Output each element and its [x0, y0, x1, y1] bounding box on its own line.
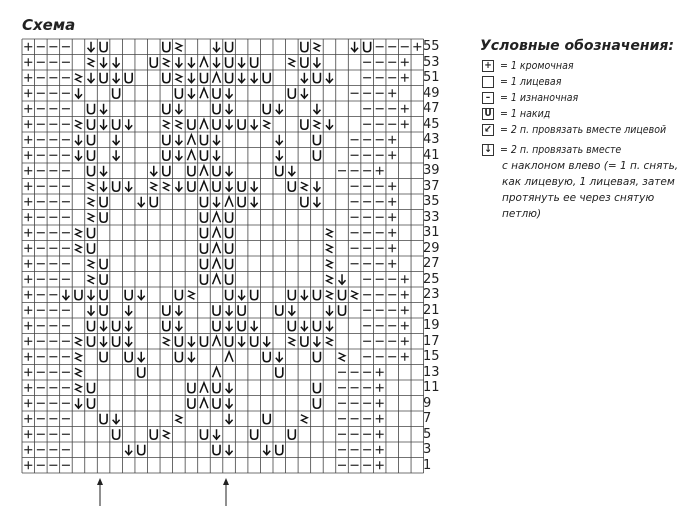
yarn-over-mark: [88, 150, 95, 160]
row-number: 35: [423, 194, 440, 209]
yarn-over-mark: [213, 166, 220, 176]
k2tog-mark: [288, 58, 295, 67]
k2tog-mark: [326, 229, 333, 238]
yarn-over-mark: [213, 398, 220, 408]
yarn-over-mark: [200, 429, 207, 439]
k2tog-mark: [75, 337, 82, 346]
yarn-over-mark: [163, 73, 170, 83]
row-number: 53: [423, 54, 440, 70]
legend-label: = 1 накид: [500, 108, 551, 120]
decrease-mark: [213, 212, 221, 222]
yarn-over-mark: [226, 42, 233, 52]
yarn-over-mark: [226, 228, 233, 238]
decrease-mark: [200, 88, 208, 98]
yarn-over-mark: [200, 228, 207, 238]
yarn-over-mark: [200, 212, 207, 222]
k2tog-mark: [88, 198, 95, 207]
yarn-over-mark: [301, 336, 308, 346]
yarn-over-mark: [100, 212, 107, 222]
yarn-over-mark: [188, 398, 195, 408]
yarn-over-mark: [313, 352, 320, 362]
row-number: 19: [423, 318, 440, 333]
yarn-over-mark: [113, 88, 120, 98]
yarn-over-mark: [213, 104, 220, 114]
yarn-over-mark: [226, 212, 233, 222]
k2tog-mark: [263, 120, 270, 129]
yarn-over-mark: [88, 166, 95, 176]
k2tog-mark: [326, 337, 333, 346]
legend-label: = 1 лицевая: [500, 76, 562, 88]
yarn-over-mark: [113, 181, 120, 191]
decrease-mark: [225, 352, 233, 362]
decrease-mark: [187, 135, 195, 145]
yarn-over-mark: [301, 42, 308, 52]
yarn-over-mark: [313, 73, 320, 83]
yarn-over-mark: [88, 119, 95, 129]
yarn-over-mark: [138, 445, 145, 455]
row-number: 37: [423, 178, 440, 194]
yarn-over-mark: [88, 228, 95, 238]
row-number: 31: [423, 225, 440, 240]
decrease-mark: [213, 336, 221, 346]
k2tog-mark: [88, 260, 95, 269]
yarn-over-mark: [213, 321, 220, 331]
yarn-over-mark: [113, 119, 120, 129]
yarn-over-mark: [100, 73, 107, 83]
yarn-over-mark: [263, 73, 270, 83]
yarn-over-mark: [263, 104, 270, 114]
row-number: 49: [423, 85, 440, 101]
k2tog-mark: [150, 182, 157, 191]
yarn-over-mark: [200, 73, 207, 83]
yarn-over-mark: [226, 259, 233, 269]
k2tog-icon: ↙: [482, 124, 494, 136]
row-number: 21: [423, 302, 440, 318]
row-number: 51: [423, 70, 440, 85]
yarn-over-mark: [301, 197, 308, 207]
decrease-mark: [200, 119, 208, 129]
yarn-over-mark: [226, 243, 233, 253]
k2tog-mark: [175, 74, 182, 83]
yarn-over-mark: [213, 88, 220, 98]
yarn-over-mark: [213, 445, 220, 455]
yarn-over-mark: [113, 429, 120, 439]
yarn-over-mark: [200, 336, 207, 346]
yarn-over-mark: [163, 104, 170, 114]
k2tog-mark: [301, 415, 308, 424]
k2tog-mark: [288, 337, 295, 346]
k2tog-mark: [339, 353, 346, 362]
yarn-over-mark: [163, 321, 170, 331]
yarn-over-mark: [251, 429, 258, 439]
k2tog-mark: [75, 353, 82, 362]
decrease-mark: [213, 274, 221, 284]
k2tog-mark: [301, 182, 308, 191]
yarn-over-mark: [226, 73, 233, 83]
yarn-over-mark: [276, 305, 283, 315]
yarn-over-mark: [339, 290, 346, 300]
legend-label: = 1 кромочная: [500, 60, 574, 72]
row-number: 55: [423, 39, 440, 54]
yarn-over-mark: [226, 336, 233, 346]
legend-item-ssk: [482, 142, 621, 158]
k2tog-mark: [163, 337, 170, 346]
decrease-mark: [200, 181, 208, 191]
arrow-up-icon: [220, 478, 232, 508]
legend-item-yarn-over: [482, 106, 550, 122]
yarn-over-mark: [288, 429, 295, 439]
yarn-over-icon: U: [482, 108, 494, 120]
yarn-over-mark: [313, 398, 320, 408]
legend-item-k2tog: [482, 122, 666, 138]
yarn-over-mark: [301, 57, 308, 67]
yarn-over-mark: [100, 352, 107, 362]
yarn-over-mark: [188, 383, 195, 393]
decrease-mark: [200, 383, 208, 393]
row-number: 5: [423, 426, 432, 442]
yarn-over-mark: [150, 429, 157, 439]
row-number: 43: [423, 132, 440, 147]
dash-icon: –: [482, 92, 494, 104]
yarn-over-mark: [75, 290, 82, 300]
yarn-over-mark: [313, 321, 320, 331]
yarn-over-mark: [88, 336, 95, 346]
yarn-over-mark: [238, 197, 245, 207]
yarn-over-mark: [238, 321, 245, 331]
k2tog-mark: [175, 415, 182, 424]
yarn-over-mark: [226, 290, 233, 300]
yarn-over-mark: [364, 42, 371, 52]
yarn-over-mark: [276, 367, 283, 377]
yarn-over-mark: [213, 181, 220, 191]
k2tog-mark: [163, 120, 170, 129]
row-number: 41: [423, 147, 440, 163]
decrease-mark: [200, 57, 208, 67]
yarn-over-mark: [251, 57, 258, 67]
decrease-mark: [213, 228, 221, 238]
yarn-over-mark: [276, 166, 283, 176]
yarn-over-mark: [100, 305, 107, 315]
legend-note: с наклоном влево (= 1 п. снять, как лицевую, 1 лицевая, затем протянуть ее через снятую петлю): [502, 160, 679, 220]
k2tog-mark: [163, 58, 170, 67]
yarn-over-mark: [163, 305, 170, 315]
k2tog-mark: [88, 213, 95, 222]
yarn-over-mark: [263, 352, 270, 362]
legend-label: = 2 п. провязать вместе лицевой: [500, 124, 667, 136]
row-number: 9: [423, 395, 432, 411]
yarn-over-mark: [175, 290, 182, 300]
yarn-over-mark: [276, 445, 283, 455]
yarn-over-mark: [100, 197, 107, 207]
ssk-arrow-icon: ↓: [482, 144, 494, 156]
arrow-up-icon: [94, 478, 106, 508]
decrease-mark: [225, 197, 233, 207]
yarn-over-mark: [251, 336, 258, 346]
yarn-over-mark: [88, 321, 95, 331]
k2tog-mark: [326, 275, 333, 284]
yarn-over-mark: [188, 166, 195, 176]
empty-square-icon: [482, 76, 494, 88]
k2tog-mark: [75, 244, 82, 253]
page-title: Схема: [22, 16, 76, 34]
k2tog-mark: [88, 58, 95, 67]
row-number: 7: [423, 411, 432, 426]
legend-title: Условные обозначения:: [480, 38, 674, 54]
row-number: 15: [423, 349, 440, 364]
k2tog-mark: [326, 260, 333, 269]
yarn-over-mark: [125, 290, 132, 300]
yarn-over-mark: [125, 352, 132, 362]
row-number: 25: [423, 271, 440, 287]
yarn-over-mark: [200, 150, 207, 160]
yarn-over-mark: [313, 135, 320, 145]
decrease-mark: [213, 73, 221, 83]
yarn-over-mark: [113, 336, 120, 346]
yarn-over-mark: [88, 383, 95, 393]
row-number: 23: [423, 287, 440, 302]
yarn-over-mark: [238, 181, 245, 191]
k2tog-mark: [75, 74, 82, 83]
yarn-over-mark: [88, 243, 95, 253]
yarn-over-mark: [100, 274, 107, 284]
yarn-over-mark: [175, 336, 182, 346]
row-number: 29: [423, 240, 440, 256]
k2tog-mark: [75, 368, 82, 377]
yarn-over-mark: [213, 305, 220, 315]
legend-label: = 1 изнаночная: [500, 92, 579, 104]
k2tog-mark: [88, 275, 95, 284]
yarn-over-mark: [88, 135, 95, 145]
k2tog-mark: [313, 120, 320, 129]
yarn-over-mark: [288, 321, 295, 331]
yarn-over-mark: [213, 383, 220, 393]
yarn-over-mark: [226, 274, 233, 284]
yarn-over-mark: [288, 181, 295, 191]
yarn-over-mark: [313, 150, 320, 160]
yarn-over-mark: [163, 166, 170, 176]
row-number: 11: [423, 380, 440, 395]
yarn-over-mark: [163, 42, 170, 52]
yarn-over-mark: [200, 274, 207, 284]
yarn-over-mark: [200, 135, 207, 145]
yarn-over-mark: [163, 135, 170, 145]
yarn-over-mark: [88, 104, 95, 114]
k2tog-mark: [175, 120, 182, 129]
yarn-over-mark: [238, 119, 245, 129]
yarn-over-mark: [238, 305, 245, 315]
legend-item-knit: [482, 74, 561, 90]
k2tog-mark: [351, 291, 358, 300]
k2tog-mark: [326, 244, 333, 253]
row-number: 17: [423, 333, 440, 349]
k2tog-mark: [188, 291, 195, 300]
k2tog-mark: [163, 430, 170, 439]
yarn-over-mark: [150, 197, 157, 207]
decrease-mark: [200, 398, 208, 408]
k2tog-mark: [175, 43, 182, 52]
k2tog-mark: [163, 182, 170, 191]
yarn-over-mark: [88, 398, 95, 408]
yarn-over-mark: [213, 119, 220, 129]
yarn-over-mark: [188, 181, 195, 191]
plus-icon: +: [482, 60, 494, 72]
decrease-mark: [213, 367, 221, 377]
yarn-over-mark: [100, 414, 107, 424]
yarn-over-mark: [100, 259, 107, 269]
yarn-over-mark: [313, 290, 320, 300]
k2tog-mark: [313, 43, 320, 52]
yarn-over-mark: [288, 88, 295, 98]
decrease-mark: [213, 259, 221, 269]
row-number: 47: [423, 101, 440, 116]
k2tog-mark: [75, 120, 82, 129]
yarn-over-mark: [100, 42, 107, 52]
yarn-over-mark: [200, 243, 207, 253]
legend-item-purl: [482, 90, 578, 106]
yarn-over-mark: [138, 367, 145, 377]
yarn-over-mark: [301, 119, 308, 129]
legend-label: = 2 п. провязать вместе: [500, 144, 622, 156]
decrease-mark: [187, 150, 195, 160]
yarn-over-mark: [339, 305, 346, 315]
k2tog-mark: [75, 384, 82, 393]
row-number: 1: [423, 457, 432, 473]
yarn-over-mark: [263, 414, 270, 424]
yarn-over-mark: [100, 290, 107, 300]
yarn-over-mark: [200, 259, 207, 269]
yarn-over-mark: [188, 119, 195, 129]
row-number: 27: [423, 256, 440, 271]
yarn-over-mark: [175, 352, 182, 362]
row-number: 39: [423, 163, 440, 178]
yarn-over-mark: [150, 57, 157, 67]
yarn-over-mark: [113, 321, 120, 331]
yarn-over-mark: [288, 290, 295, 300]
decrease-mark: [213, 243, 221, 253]
row-number: 3: [423, 442, 432, 457]
row-number: 13: [423, 364, 440, 380]
yarn-over-mark: [163, 150, 170, 160]
yarn-over-mark: [251, 290, 258, 300]
k2tog-mark: [75, 229, 82, 238]
row-number: 33: [423, 209, 440, 225]
yarn-over-mark: [313, 383, 320, 393]
legend-item-edge-stitch: [482, 58, 574, 74]
k2tog-mark: [88, 182, 95, 191]
k2tog-mark: [326, 291, 333, 300]
row-number: 45: [423, 116, 440, 132]
yarn-over-mark: [226, 57, 233, 67]
yarn-over-mark: [175, 88, 182, 98]
yarn-over-mark: [200, 197, 207, 207]
decrease-mark: [200, 166, 208, 176]
yarn-over-mark: [125, 73, 132, 83]
